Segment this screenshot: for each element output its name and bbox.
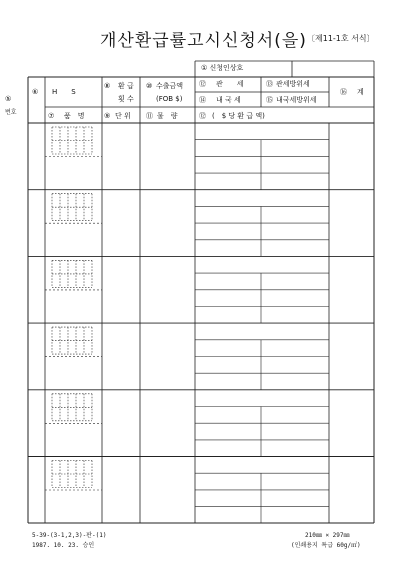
per-unit-mark: ⑫ (199, 112, 206, 120)
quantity-label: 물 량 (157, 112, 178, 120)
unit-label: 단 위 (115, 112, 131, 120)
table-row[interactable] (28, 323, 374, 390)
footer-paper-size: 210㎜ × 297㎜ (305, 532, 350, 539)
table-row[interactable] (28, 123, 374, 190)
applicant-name-field[interactable] (292, 61, 374, 77)
hs-mark: ⑥ (32, 88, 39, 96)
table-row[interactable] (28, 457, 374, 524)
table-row[interactable] (28, 256, 374, 323)
quantity-mark: ⑪ (146, 112, 153, 120)
domestic-tax-label: 내 국 세 (216, 96, 241, 104)
export-amount-label-1: 수출금액 (156, 82, 184, 90)
refund-count-label-2: 횟 수 (118, 95, 134, 103)
refund-count-mark: ⑧ (104, 82, 111, 90)
customs-surtax-mark: ⑬ (266, 80, 273, 88)
form-number: 〔제11-1호 서식〕 (307, 34, 375, 43)
domestic-surtax-label: 내국세방위세 (276, 96, 317, 104)
footer-paper-spec: (인쇄용지 특급 60g/㎡) (291, 542, 361, 549)
export-amount-mark: ⑩ (146, 82, 153, 90)
footer-code: 5-39-(3-1,2,3)-판-(1) (32, 532, 107, 539)
item-name-mark: ⑦ (48, 112, 55, 120)
customs-duty-label: 관 세 (216, 80, 244, 88)
footer-approval: 1987. 10. 23. 승인 (32, 542, 95, 549)
domestic-surtax-mark: ⑮ (266, 96, 273, 104)
unit-mark: ⑨ (104, 112, 111, 120)
domestic-tax-mark: ⑭ (199, 96, 206, 104)
export-amount-label-2: (FOB $) (156, 95, 183, 103)
per-unit-label: ( $ 당 환 급 액) (212, 112, 265, 120)
customs-duty-mark: ⑫ (199, 80, 206, 88)
table-row[interactable] (28, 390, 374, 457)
total-mark: ⑯ (340, 88, 347, 96)
serial-no-label: 번호 (5, 109, 17, 116)
item-name-label: 품 명 (64, 112, 85, 120)
form-title: 개산환급률고시신청서(을) (100, 31, 307, 51)
refund-count-label-1: 환 급 (118, 82, 134, 90)
applicant-label: ① 신청인상호 (201, 64, 244, 72)
serial-no-mark: ⑤ (5, 95, 12, 103)
total-label: 계 (357, 88, 364, 96)
table-row[interactable] (28, 190, 374, 257)
customs-surtax-label: 관세방위세 (276, 80, 310, 88)
hs-label: H S (52, 88, 76, 96)
